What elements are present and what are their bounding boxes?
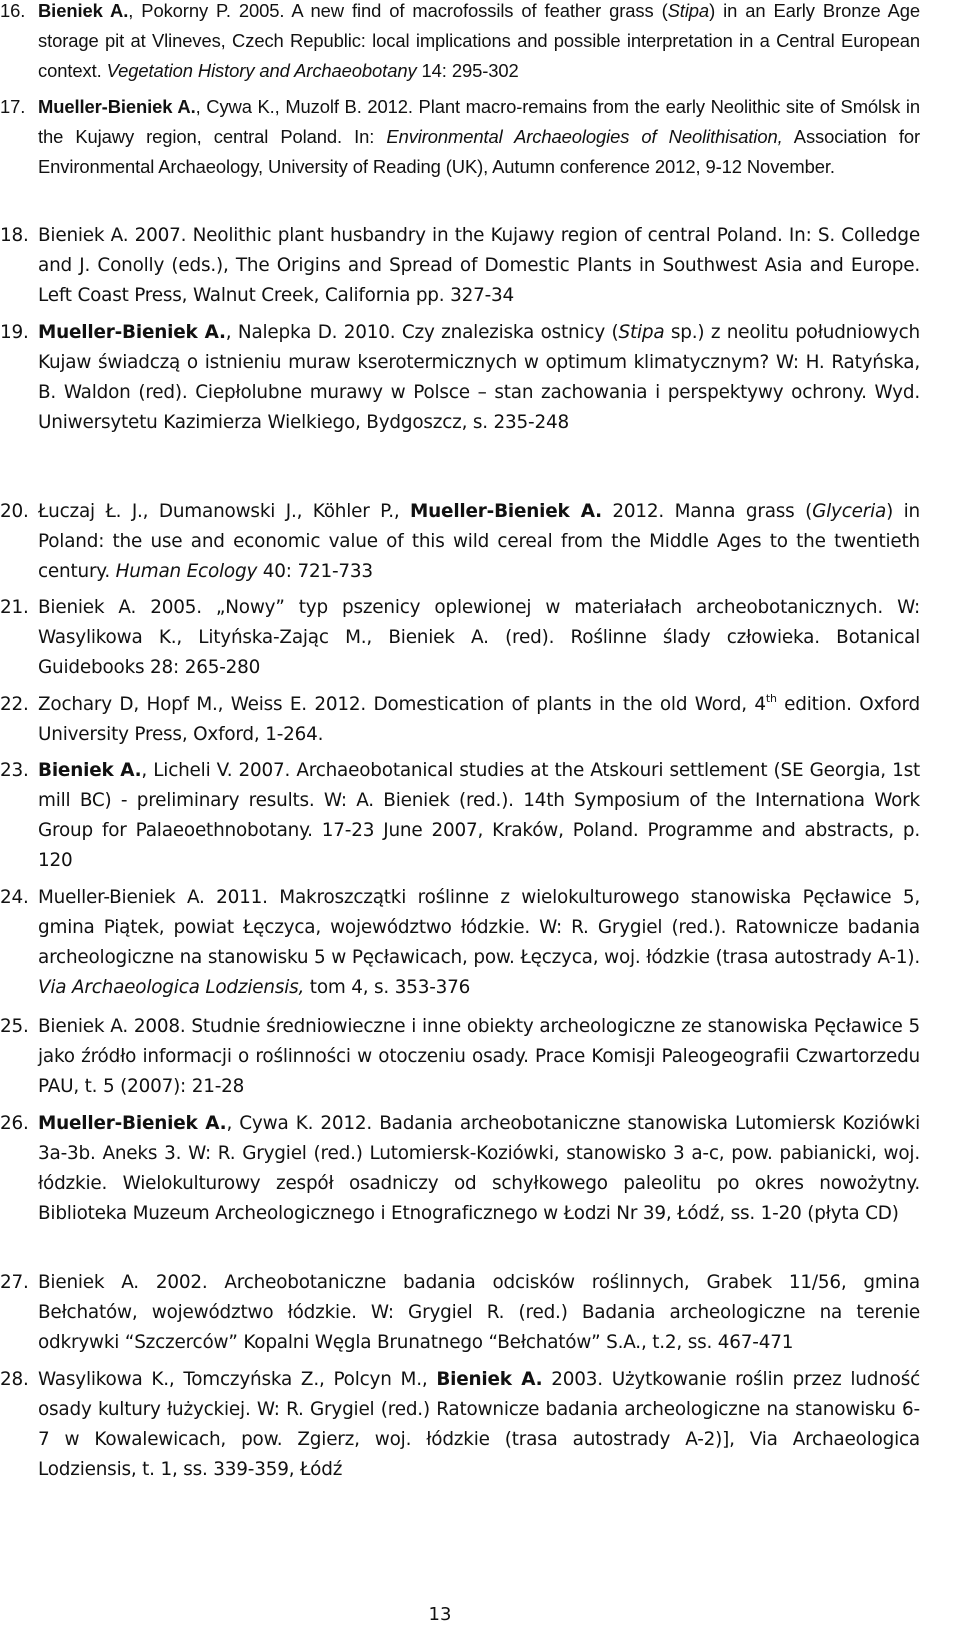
reference-text-part: tom 4, s. 353-376 — [304, 977, 471, 998]
reference-text-part: Bieniek A. — [436, 1369, 543, 1390]
reference-text-part: ) in an Early Bronze Age storage pit at Vlineves, Czech Republic: local implications and possible interpretation in a Central European context. — [38, 0, 920, 81]
reference-number: 21. — [0, 597, 29, 618]
reference-text-part: Via Archaeologica Lodziensis, — [38, 977, 305, 998]
reference-text-part: Environmental Archaeologies of Neolithisation, — [386, 126, 783, 147]
reference-number: 17. — [0, 96, 26, 117]
reference-entry — [0, 0, 960, 86]
reference-text — [38, 1012, 920, 1102]
reference-text-part: Glyceria — [812, 501, 887, 522]
reference-text-part: , Cywa K. 2012. Badania archeobotaniczne stanowiska Lutomiersk Koziówki 3a-3b. Aneks 3. W: R. Grygiel (red.) Lutomiersk-Koziówki, stanowisko 3 a-c, pow. pabianicki, woj. łódzkie. Wielokulturowy zespół osadniczy od schyłkowego paleolitu po okres nowożytny. Biblioteka Muzeum Archeologicznego i Etnograficznego w Łodzi Nr 39, Łódź, ss. 1-20 (płyta CD) — [38, 1113, 920, 1224]
reference-entry — [0, 1365, 960, 1485]
reference-text-part: Bieniek A. — [38, 760, 142, 781]
reference-text-part: Mueller-Bieniek A. — [38, 1113, 227, 1134]
reference-text-part: Mueller-Bieniek A. — [38, 322, 226, 343]
reference-text-part: Association for Environmental Archaeology, University of Reading (UK), Autumn conference 2012, 9-12 November. — [38, 126, 920, 177]
reference-text-part: , Pokorny P. 2005. A new find of macrofossils of feather grass ( — [128, 0, 668, 21]
reference-text-part: edition. Oxford University Press, Oxford, 1-264. — [38, 694, 920, 745]
reference-entry — [0, 1268, 960, 1358]
reference-text-part: Bieniek A. 2008. Studnie średniowieczne i inne obiekty archeologiczne ze stanowiska Pęcławice 5 jako źródło informacji o roślinności w otoczeniu osady. Prace Komisji Paleogeografii Czwartorzedu PAU, t. 5 (2007): 21-28 — [38, 1016, 920, 1097]
reference-entry — [0, 593, 960, 683]
reference-text-part: 40: 721-733 — [257, 561, 373, 582]
reference-text-part: 2012. Manna grass ( — [601, 501, 813, 522]
reference-text — [38, 221, 920, 311]
reference-text — [38, 0, 920, 86]
reference-number: 20. — [0, 501, 29, 522]
reference-number: 19. — [0, 322, 29, 343]
reference-text — [38, 1109, 920, 1229]
reference-text-part: , Nalepka D. 2010. Czy znaleziska ostnicy ( — [225, 322, 619, 343]
reference-text-part: Mueller-Bieniek A. — [38, 96, 196, 117]
reference-entry — [0, 221, 960, 311]
reference-text-part: Vegetation History and Archaeobotany — [106, 60, 417, 81]
reference-text-part: Bieniek A. 2002. Archeobotaniczne badania odcisków roślinnych, Grabek 11/56, gmina Bełchatów, województwo łódzkie. W: Grygiel R. (red.) Badania archeologiczne na terenie odkrywki “Szczerców” Kopalni Węgla Brunatnego “Bełchatów” S.A., t.2, ss. 467-471 — [38, 1272, 920, 1353]
reference-text — [38, 756, 920, 876]
reference-text-part: 14: 295-302 — [416, 60, 519, 81]
reference-number: 18. — [0, 225, 29, 246]
reference-text — [38, 1268, 920, 1358]
reference-entry — [0, 318, 960, 438]
reference-number: 24. — [0, 887, 29, 908]
reference-entry — [0, 92, 960, 182]
reference-number: 22. — [0, 694, 29, 715]
reference-text-part: Human Ecology — [115, 561, 258, 582]
reference-text-part: , Cywa K., Muzolf B. 2012. Plant macro-remains from the early Neolithic site of Smólsk in the Kujawy region, central Poland. In: — [38, 96, 920, 147]
reference-text-part: sp.) z neolitu południowych Kujaw świadczą o istnieniu muraw kserotermicznych w optimum klimatycznym? W: H. Ratyńska, B. Waldon (red). Ciepłolubne murawy w Polsce – stan zachowania i perspektywy ochrony. Wyd. Uniwersytetu Kazimierza Wielkiego, Bydgoszcz, s. 235-248 — [38, 322, 920, 433]
reference-text-part: Stipa — [667, 0, 710, 21]
reference-text — [38, 92, 920, 182]
reference-text — [38, 1365, 920, 1485]
page-number: 13 — [428, 1604, 452, 1625]
reference-number: 28. — [0, 1369, 29, 1390]
reference-text — [38, 497, 920, 587]
reference-entry — [0, 1012, 960, 1102]
reference-text-part: Wasylikowa K., Tomczyńska Z., Polcyn M., — [38, 1369, 437, 1390]
reference-text-part: Mueller-Bieniek A. — [410, 501, 602, 522]
reference-entry — [0, 756, 960, 876]
reference-text-part: ) in Poland: the use and economic value of this wild cereal from the Middle Ages to the twentieth century. — [38, 501, 920, 582]
reference-number: 26. — [0, 1113, 29, 1134]
reference-entry — [0, 1109, 960, 1229]
reference-text — [38, 690, 920, 750]
reference-text-part: Stipa — [618, 322, 665, 343]
reference-entry — [0, 497, 960, 587]
reference-text — [38, 593, 920, 683]
reference-text-part: Mueller-Bieniek A. 2011. Makroszczątki roślinne z wielokulturowego stanowiska Pęcławice 5, gmina Piątek, powiat Łęczyca, województwo łódzkie. W: R. Grygiel (red.). Ratownicze badania archeologiczne na stanowisku 5 w Pęcławicach, pow. Łęczyca, woj. łódzkie (trasa autostrady A-1). — [38, 887, 920, 968]
reference-text — [38, 883, 920, 1003]
reference-entry — [0, 690, 960, 750]
reference-text-part: th — [765, 692, 777, 705]
reference-number: 16. — [0, 0, 26, 21]
reference-number: 27. — [0, 1272, 29, 1293]
reference-number: 23. — [0, 760, 29, 781]
reference-entry — [0, 883, 960, 1003]
reference-text-part: , Licheli V. 2007. Archaeobotanical studies at the Atskouri settlement (SE Georgia, 1st mill BC) - preliminary results. W: A. Bieniek (red.). 14th Symposium of the Internationa Work Group for Palaeoethnobotany. 17-23 June 2007, Kraków, Poland. Programme and abstracts, p. 120 — [38, 760, 921, 871]
reference-text-part: 2003. Użytkowanie roślin przez ludność osady kultury łużyckiej. W: R. Grygiel (red.) Ratownicze badania archeologiczne na stanowisku 6-7 w Kowalewicach, pow. Zgierz, woj. łódzkie (trasa autostrady A-2)], Via Archaeologica Lodziensis, t. 1, ss. 339-359, Łódź — [38, 1369, 920, 1480]
reference-text-part: Bieniek A. 2007. Neolithic plant husbandry in the Kujawy region of central Poland. In: S. Colledge and J. Conolly (eds.), The Origins and Spread of Domestic Plants in Southwest Asia and Europe. Left Coast Press, Walnut Creek, California pp. 327-34 — [38, 225, 920, 306]
reference-number: 25. — [0, 1016, 29, 1037]
reference-text-part: Bieniek A. 2005. „Nowy” typ pszenicy oplewionej w materiałach archeobotanicznych. W: Wasylikowa K., Lityńska-Zając M., Bieniek A. (red). Roślinne ślady człowieka. Botanical Guidebooks 28: 265-280 — [38, 597, 920, 678]
reference-text-part: Zochary D, Hopf M., Weiss E. 2012. Domestication of plants in the old Word, 4 — [38, 694, 766, 715]
reference-text-part: Bieniek A. — [38, 0, 129, 21]
reference-text-part: Łuczaj Ł. J., Dumanowski J., Köhler P., — [38, 501, 411, 522]
reference-text — [38, 318, 920, 438]
